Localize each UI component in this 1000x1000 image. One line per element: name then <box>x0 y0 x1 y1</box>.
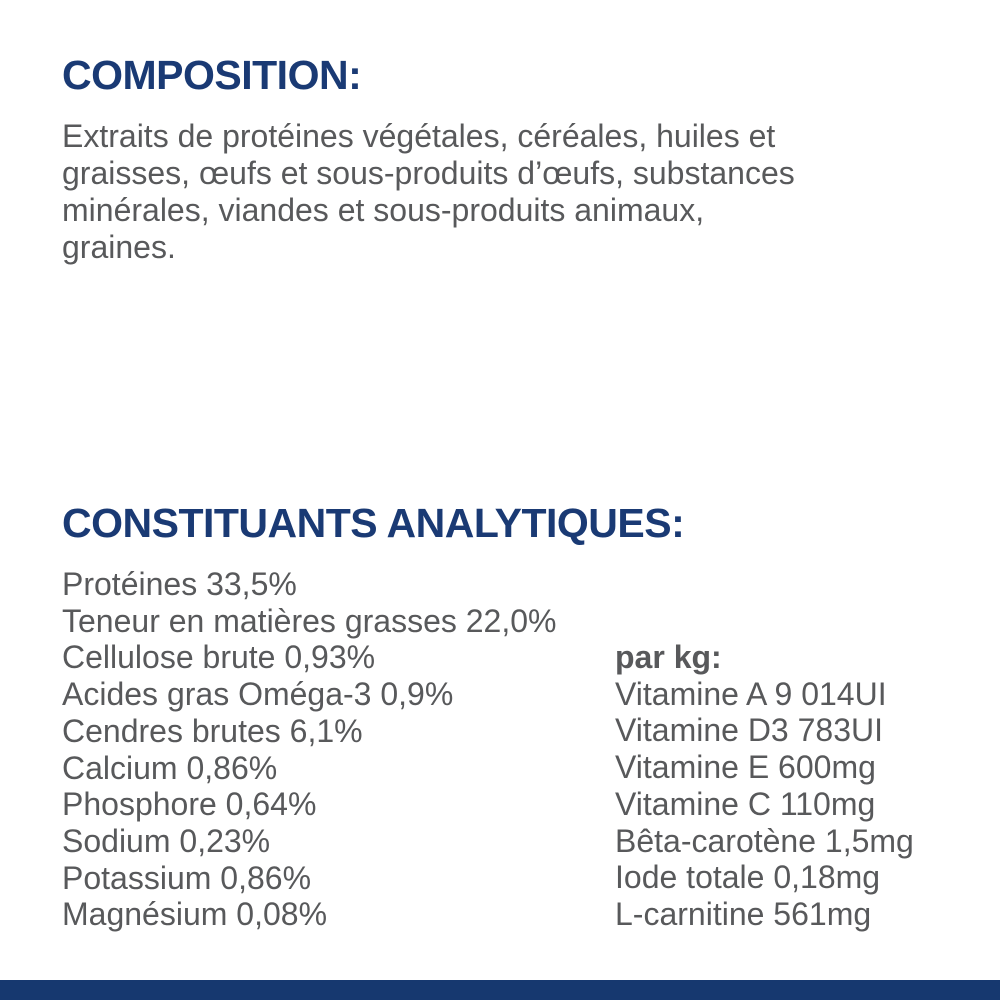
nutrient-label: Potassium <box>62 859 212 896</box>
nutrient-label: Cellulose brute <box>62 639 276 676</box>
nutrient-row <box>62 896 556 933</box>
nutrient-label: Iode totale <box>615 859 765 896</box>
nutrient-row <box>615 786 914 823</box>
nutrient-value: 6,1% <box>289 712 363 749</box>
nutrient-row <box>62 750 556 787</box>
nutrient-label: Teneur en matières grasses <box>62 602 457 639</box>
composition-line: Extraits de protéines végétales, céréales, huiles et <box>62 118 776 154</box>
nutrient-value: 22,0% <box>465 602 557 639</box>
nutrient-label: Vitamine E <box>615 749 770 786</box>
nutrient-value: 0,23% <box>179 822 271 859</box>
nutrients-list <box>62 566 556 933</box>
nutrient-row <box>615 712 914 749</box>
nutrient-label: Acides gras Oméga-3 <box>62 676 372 713</box>
nutrient-row <box>615 896 914 933</box>
analytical-constituents-heading: CONSTITUANTS ANALYTIQUES: <box>62 500 685 546</box>
composition-heading: COMPOSITION: <box>62 52 362 98</box>
composition-line: graines. <box>62 229 176 265</box>
nutrient-value: 110mg <box>779 785 876 822</box>
per-kg-list <box>615 639 914 933</box>
nutrient-row <box>62 713 556 750</box>
nutrient-label: Magnésium <box>62 896 228 933</box>
nutrient-row <box>62 566 556 603</box>
nutrient-row <box>62 676 556 713</box>
nutrient-row <box>615 823 914 860</box>
nutrient-label: Protéines <box>62 566 198 602</box>
nutrient-row <box>62 823 556 860</box>
per-kg-items <box>615 676 914 933</box>
nutrient-row <box>615 676 914 713</box>
nutrient-label: Vitamine D3 <box>615 712 789 749</box>
nutrient-value: 0,93% <box>284 639 376 676</box>
nutrient-label: L-carnitine <box>615 895 765 932</box>
composition-text <box>62 118 795 266</box>
nutrient-label: Vitamine C <box>615 785 771 822</box>
composition-line: graisses, œufs et sous-produits d’œufs, substances <box>62 155 795 191</box>
nutrient-label: Bêta-carotène <box>615 822 817 859</box>
nutrient-row <box>615 749 914 786</box>
nutrient-value: 0,9% <box>380 676 454 713</box>
nutrient-value: 0,18mg <box>773 859 881 896</box>
nutrient-row <box>62 603 556 640</box>
nutrient-value: 561mg <box>773 895 872 932</box>
nutrient-value: 0,08% <box>236 896 328 933</box>
nutrient-value: 33,5% <box>206 566 297 602</box>
nutrient-value: 9 014UI <box>774 675 887 712</box>
nutrient-row <box>62 860 556 897</box>
nutrient-row <box>62 786 556 823</box>
nutrient-value: 0,86% <box>186 749 278 786</box>
nutrient-value: 1,5mg <box>824 822 914 859</box>
nutrient-value: 0,64% <box>225 786 317 823</box>
nutrient-value: 600mg <box>778 749 876 786</box>
nutrient-row <box>62 639 556 676</box>
nutrient-value: 783UI <box>797 712 883 749</box>
per-kg-header: par kg: <box>615 639 722 675</box>
footer-bar <box>0 980 1000 1000</box>
nutrient-value: 0,86% <box>220 859 312 896</box>
nutrient-label: Phosphore <box>62 786 217 823</box>
nutrient-label: Cendres brutes <box>62 712 281 749</box>
nutrient-label: Calcium <box>62 749 178 786</box>
composition-line: minérales, viandes et sous-produits animaux, <box>62 192 705 228</box>
nutrient-label: Vitamine A <box>615 675 766 712</box>
nutrient-row <box>615 859 914 896</box>
nutrient-label: Sodium <box>62 822 171 859</box>
